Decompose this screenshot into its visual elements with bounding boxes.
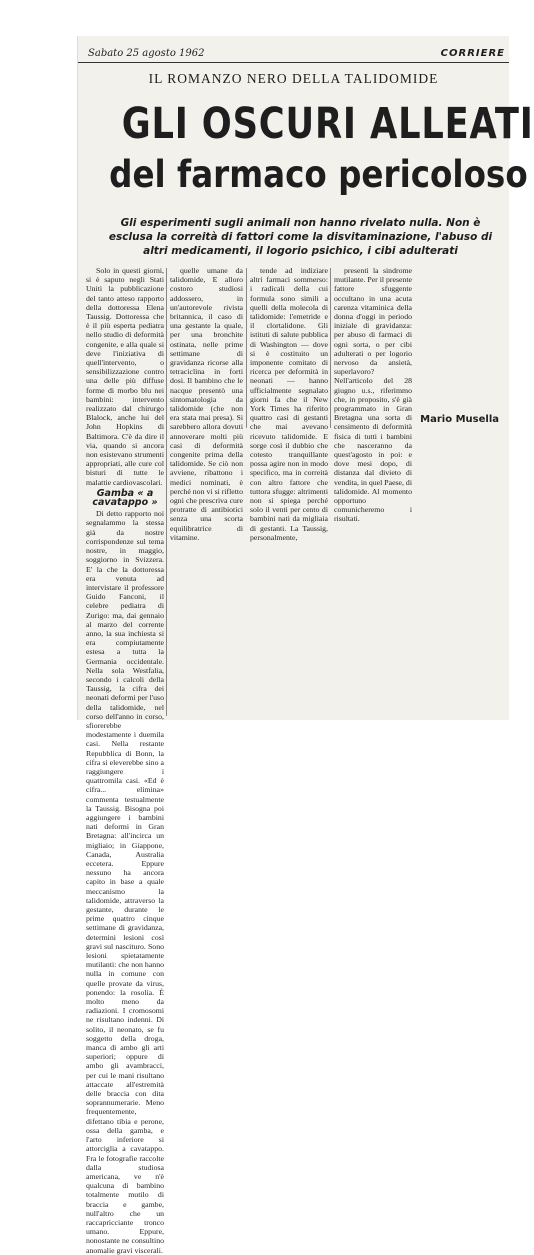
- article-deck: Gli esperimenti sugli animali non hanno rivelato nulla. Non è esclusa la correità di fattori come la disvitaminazione, l'abuso di altri medicamenti, il logorio psichico, i cibi adulterati: [108, 217, 493, 257]
- article-headline: GLI OSCURI ALLEATI: [121, 99, 534, 149]
- paragraph: presentì la sindrome mutilante. Per il presente fattore sfuggente occultano in una acuta carenza vitaminica della donna d'oggi in periodo iniziale di gravidanza: per abuso di farmaci di ogni sorta, o per cibi adulterati o per logorio nervoso da ansietà, superlavoro? Nell'articolo del 28 giugno u.s., riferimmo che, in proposito, s'è già programmato in Gran Bretagna una sorta di censimento di deformità fisica di tutti i bambini che nasceranno da quest'agosto in poi: e dove mesi dopo, di distanza dal divieto di vendita, in quel Paese, di talidomide. Al momento opportuno comunicheremo i risultati.: [334, 266, 412, 524]
- paragraph: Di detto rapporto noi segnalammo la stessa già da nostre corrispondenze sul tema nostre, in maggio, soggiorno in Svizzera. E' la che la dottoressa era venuta ad intervistare il professore Guido Fanconi, il celebre pediatra di Zurigo: ma, dai gennaio al marzo del corrente anno, la sua inchiesta si era compiutamente estesa a tutta la Germania occidentale. Nella sola Westfalia, secondo i calcoli della Taussig, la cifra dei neonati deformi per l'uso della talidomide, nel corso dell'anno in corso, sfiorerebbe modestamente i duemila casi. Nella restante Repubblica di Bonn, la cifra si eleverebbe sino a raggiungere i quattromila casi. «Ed è cifra... elimina» commenta testualmente la Taussig. Bisogna poi aggiungere i bambini nati deformi in Gran Bretagna: all'incirca un migliaio; in Giappone, Canada, Australia eccetera. Eppure nessuno ha ancora capito in base a quale meccanismo la talidomide, attraverso la gestante, durante le prime quattro cinque settimane di gravidanza, determini lesioni così gravi sul nascituro. Sono lesioni spietatamente mutilanti: che non hanno nulla in comune con quelle provate da virus, ponendo: la rosolia. È molto meno da radiazioni. I cromosomi ne risultano indenni. Di solito, il neonato, se fu soggetto della droga, manca di ambo gli arti superiori; oppure di ambo gli avambracci, per cui le mani risultano attaccate all'estremità delle braccia con dita soprannumerarie. Meno frequentemente, difettano tibia e perone, ossa della gamba, e l'arto inferiore si attorciglia a cavatappo. Fra le fotografie raccolte dalla studiosa americana, ve n'è qualcuna di bambino totalmente mutilo di braccia e gambe, null'altro che un raccapricciante tronco umano. Eppure, nonostante ne consultino anomalie gravi viscerali.: [86, 509, 164, 1255]
- paragraph: quelle umane da talidomide, E alloro costoro studiosi addossero, in un'autorevole rivista britannica, il caso di una gestante la quale, per una bronchite ostinata, nelle prime settimane di gravidanza ricorse alla tetraciclina in forti dosi. Il bambino che le nacque presentò una sintomatologia da talidomide (che non era stata mai presa). Si sarebbero allora dovuti annoverare molti più casi di deformità congenite prima della talidomide. Se ciò non avviene, ribattono i medici nominati, è perché non vi si rifletto ogni che prescriva cure protratte di antibiotici senza una scorta equilibratrice di vitamine.: [170, 266, 243, 542]
- article-headline-secondary: del farmaco pericoloso: [109, 153, 528, 196]
- page-header: [78, 48, 509, 59]
- column-divider: [330, 268, 331, 428]
- author-byline: Mario Musella: [420, 414, 499, 425]
- paragraph: Solo in questi giorni, si è saputo negli Stati Uniti la pubblicazione del tanto atteso rapporto della dottoressa Elena Taussig. Dottoressa che è il più esperta pediatra nello studio di deformità congenite, e alla quale si deve l'iniziativa di quell'intervento, o sensibilizzazione contro una delle più diffuse forme di morbo blu nei bambini: intervento realizzato dal chirurgo Blalock, anche lui del John Hopkins di Baltimora. C'è da dire il via, quando si ancora non esistevano strumenti appropriati, alle cure col bisturi di tutte le malattie cardiovascolari.: [86, 266, 164, 487]
- newspaper-name: CORRIERE: [440, 48, 505, 59]
- newspaper-clipping: [78, 36, 534, 1255]
- article-kicker: IL ROMANZO NERO DELLA TALIDOMIDE: [148, 71, 439, 86]
- column-divider: [166, 268, 167, 716]
- column-2: [170, 266, 243, 542]
- column-divider: [246, 268, 247, 428]
- issue-date: Sabato 25 agosto 1962: [88, 48, 205, 59]
- section-subhead: Gamba « a cavatappo »: [92, 487, 158, 509]
- column-4: [334, 266, 412, 524]
- column-3: [250, 266, 328, 542]
- column-1: [86, 266, 164, 1255]
- header-rule: [78, 62, 509, 63]
- paragraph: tende ad indiziare altri farmaci sommerso: i radicali della cui formula sono simili a quelli della molecola di talidomide: l'emetride e il clortalidone. Gli istituti di salute pubblica di Washington — dove si è costituito un imponente comitato di ricerca per deformità in neonati — hanno ufficialmente segnalato giorni fa che il New York Times ha riferito quattro casi di gestanti che mai avevano ricevuto talidomide. E sorge così il dubbio che cotesto tranquillante possa agire non in modo specifico, ma in correità con altro fattore che tuttora sfugge: altrimenti non si spiega perché solo il venti per cento di bambini nati da migliaia di gestanti. La Taussig, personalmente,: [250, 266, 328, 542]
